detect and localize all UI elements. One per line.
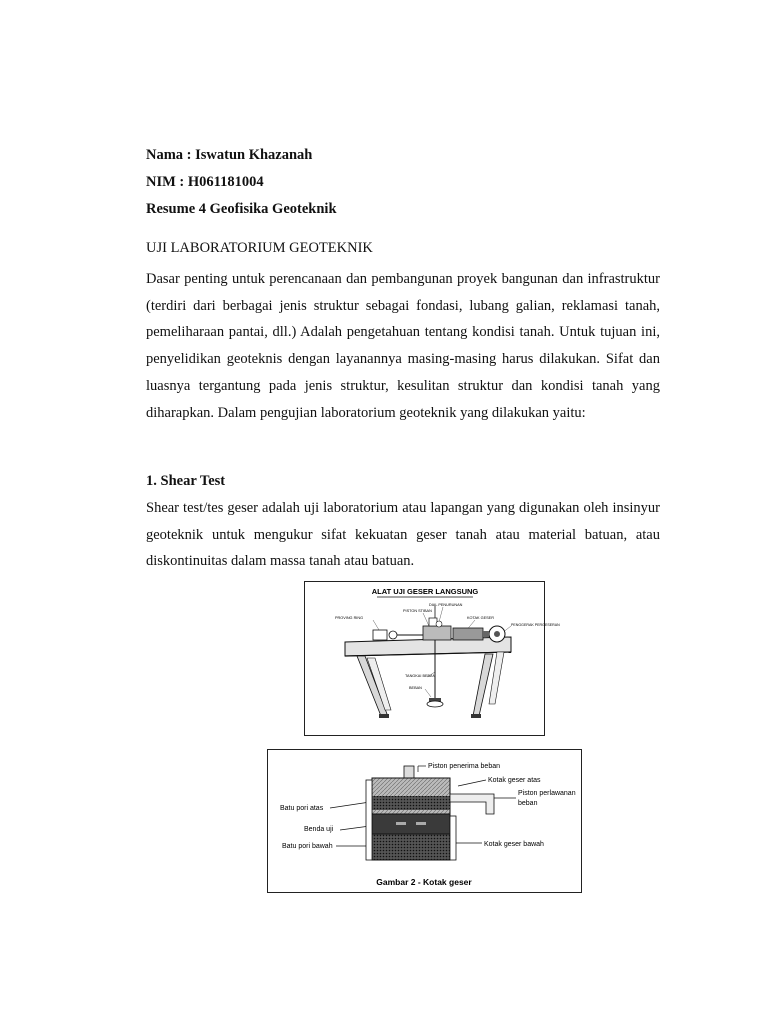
student-nim: NIM : H061181004 [146,174,264,190]
resume-title: Resume 4 Geofisika Geoteknik [146,201,337,217]
intro-paragraph: Dasar penting untuk perencanaan dan pembangunan proyek bangunan dan infrastruktur (terdiri dari berbagai jenis struktur sebagai fondasi, lubang galian, reklamasi tanah, pemeliharaan pantai, dll.) Adalah pengetahuan tentang kondisi tanah. Untuk tujuan ini, penyelidikan geoteknis dengan layanannya masing-masing harus dilakukan. Sifat dan luasnya tergantung pada jenis struktur, kesulitan struktur dan kondisi tanah yang diharapkan. Dalam pengujian laboratorium geoteknik yang dilakukan yaitu: [146,271,660,421]
label-piston-perlawanan-2: beban [518,800,538,807]
label-kotak-bawah: Kotak geser bawah [484,841,544,848]
figure1-title: ALAT UJI GESER LANGSUNG [371,587,479,596]
label-piston-penerima: Piston penerima beban [428,763,500,770]
label-beban: BEBAN [409,686,422,690]
label-kotak: KOTAK GESER [467,616,494,620]
label-proving: PROVING RING [335,616,364,620]
section-title: UJI LABORATORIUM GEOTEKNIK [146,240,373,256]
label-batu-atas: Batu pori atas [280,805,324,812]
figure2-caption: Gambar 2 - Kotak geser [376,877,472,887]
label-dial: DIAL PENURUNAN [429,603,463,607]
label-piston-perlawanan: Piston perlawanan [518,790,576,797]
student-name: Nama : Iswatun Khazanah [146,147,313,163]
label-penggerak: PENGGERAK PERGESERAN [511,623,560,627]
figure-direct-shear-apparatus [304,581,560,736]
shear-box-drawing [268,750,581,892]
label-kotak-atas: Kotak geser atas [488,777,541,784]
label-piston: PISTON STIBAN [403,609,432,613]
apparatus-drawing [305,582,560,735]
figure-shear-box [267,749,582,893]
label-tangkai: TANGKAI BEBAN [405,674,436,678]
subsection-title: 1. Shear Test [146,473,226,489]
label-benda-uji: Benda uji [304,826,334,833]
label-batu-bawah: Batu pori bawah [282,843,333,850]
shear-paragraph: Shear test/tes geser adalah uji laboratorium atau lapangan yang digunakan oleh insinyur geoteknik untuk mengukur sifat kekuatan geser tanah atau material batuan, atau diskontinuitas dalam massa tanah atau batuan. [146,500,660,570]
